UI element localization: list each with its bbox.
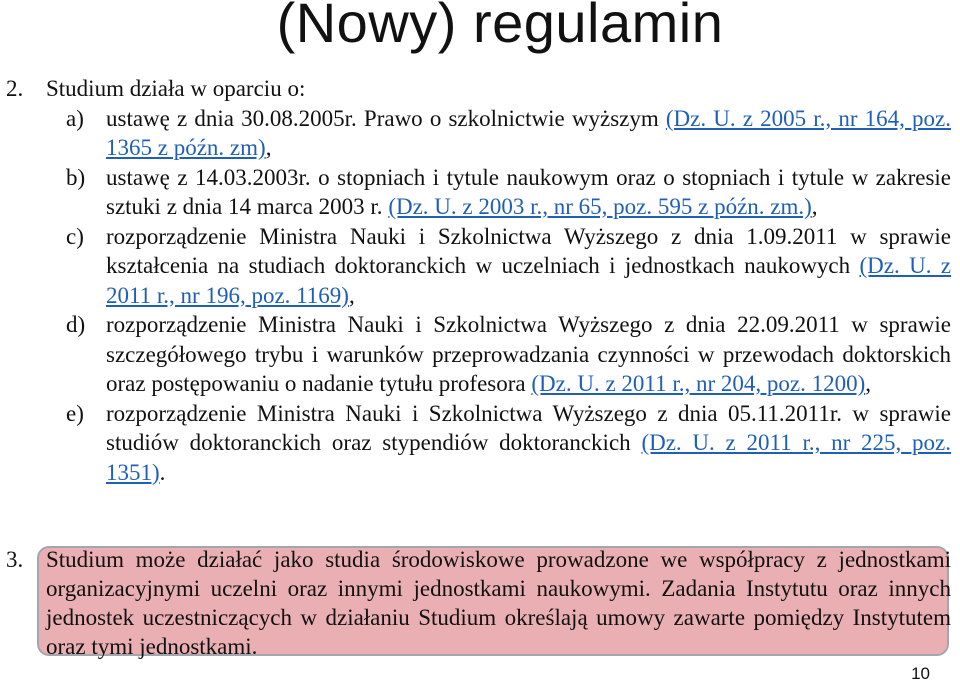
subitem-e-text: rozporządzenie Ministra Nauki i Szkolnictwa Wyższego z dnia 05.11.2011r. w sprawie studiów doktoranckich oraz stypendiów doktoranckich (106, 400, 951, 455)
item-3-number: 3. (6, 547, 24, 572)
page-number: 10 (911, 664, 930, 683)
subitem-c (6, 222, 951, 311)
regulation-body (6, 74, 951, 487)
item-2-intro: Studium działa w oparciu o: (46, 76, 306, 101)
subitem-a-link[interactable]: (Dz. U. z 2005 r., nr 164, poz. 1365 z późn. zm) (106, 105, 951, 160)
subitem-a-text: ustawę z dnia 30.08.2005r. Prawo o szkolnictwie wyższym (106, 105, 666, 131)
subitem-e (6, 399, 951, 488)
subitem-d-link[interactable]: (Dz. U. z 2011 r., nr 204, poz. 1200) (531, 371, 866, 396)
subitem-b-letter: b) (66, 164, 86, 190)
item-2 (6, 74, 951, 104)
subitem-a-letter: a) (66, 105, 84, 131)
subitem-b (6, 163, 951, 222)
subitem-c-link[interactable]: (Dz. U. z 2011 r., nr 196, poz. 1169) (106, 253, 952, 308)
subitem-e-letter: e) (66, 400, 84, 426)
subitem-d (6, 310, 951, 399)
subitem-c-text: rozporządzenie Ministra Nauki i Szkolnictwa Wyższego z dnia 1.09.2011 w sprawie kształcenia na studiach doktoranckich w uczelniach i jednostkach naukowych (106, 223, 951, 278)
subitem-c-letter: c) (66, 223, 84, 249)
subitem-a-tail: , (265, 135, 272, 160)
subitem-b-tail: , (811, 194, 818, 219)
subitem-b-text: ustawę z 14.03.2003r. o stopniach i tytule naukowym oraz o stopniach i tytule w zakresie sztuki z dnia 14 marca 2003 r. (106, 164, 951, 219)
item-3 (6, 545, 951, 661)
subitem-d-tail: , (865, 371, 871, 396)
subitem-d-text: rozporządzenie Ministra Nauki i Szkolnictwa Wyższego z dnia 22.09.2011 w sprawie szczegółowego trybu i warunków przeprowadzania czynności w przewodach doktorskich oraz postępowaniu o nadanie tytułu profesora (106, 312, 951, 396)
subitem-a (6, 104, 951, 163)
subitem-e-link[interactable]: (Dz. U. z 2011 r., nr 225, poz. 1351) (106, 430, 951, 485)
subitem-c-tail: , (348, 282, 355, 308)
subitem-d-letter: d) (66, 312, 86, 337)
subitem-b-link[interactable]: (Dz. U. z 2003 r., nr 65, poz. 595 z późn. zm.) (388, 194, 812, 219)
subitem-e-tail: . (159, 459, 166, 485)
item-3-text: Studium może działać jako studia środowiskowe prowadzone we współpracy z jednostkami organizacyjnymi uczelni oraz innymi jednostkami naukowymi. Zadania Instytutu oraz innych jednostek uczestniczących w działaniu Studium określają umowy zawarte pomiędzy Instytutem oraz tymi jednostkami. (46, 547, 951, 659)
slide-title: (Nowy) regulamin (276, 0, 724, 54)
item-2-number: 2. (6, 76, 24, 101)
